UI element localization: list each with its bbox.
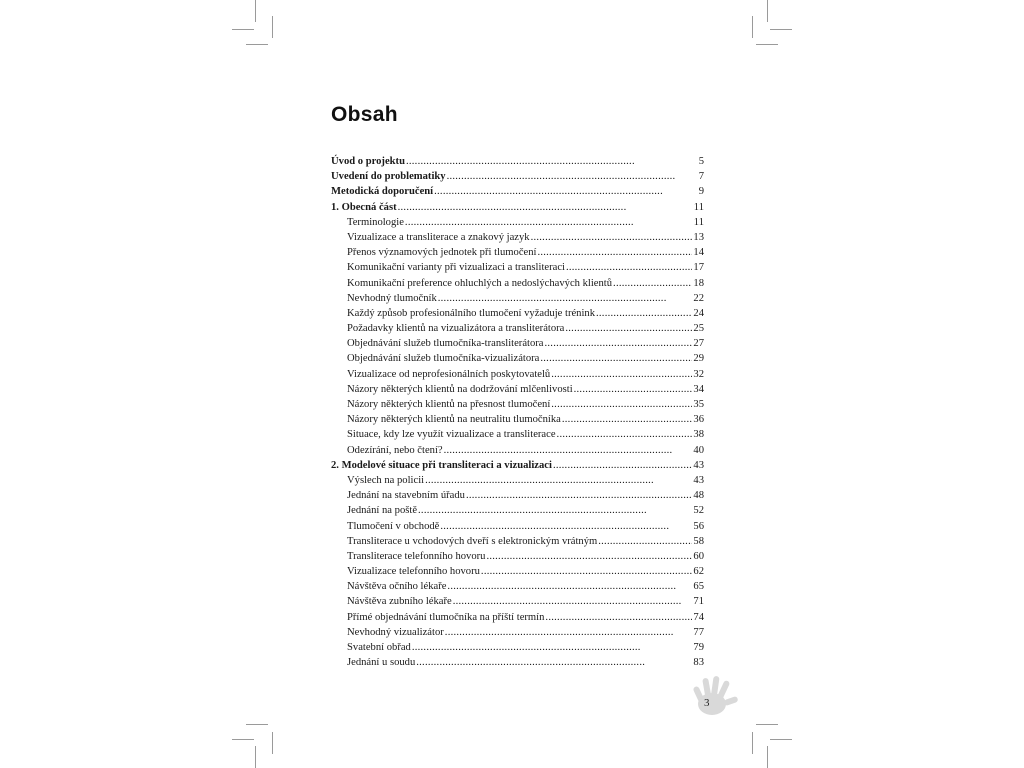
toc-entry-title: Tlumočení v obchodě xyxy=(347,520,440,532)
toc-entry xyxy=(331,276,704,291)
toc-entry-title: Návštěva zubního lékaře xyxy=(347,596,452,608)
crop-mark-top-right-horizontal xyxy=(770,29,792,30)
toc-entry-page: 27 xyxy=(693,338,704,350)
toc-entry-title: Vizualizace od neprofesionálních poskytovatelů xyxy=(347,368,551,380)
toc-leader-dots xyxy=(545,336,693,351)
crop-mark-top-left-vertical xyxy=(255,0,256,22)
toc-entry-page: 36 xyxy=(693,414,704,426)
toc-entry xyxy=(331,184,704,199)
toc-entry-page: 48 xyxy=(693,490,704,502)
toc-entry-page: 74 xyxy=(693,611,704,623)
toc-leader-dots xyxy=(440,519,692,534)
toc-entry-page: 24 xyxy=(693,307,704,319)
toc-entry-title: Přenos významových jednotek při tlumočení xyxy=(347,247,537,259)
crop-mark-bottom-left-vertical-inner xyxy=(272,732,273,754)
toc-entry-title: Úvod o projektu xyxy=(331,156,405,167)
toc-leader-dots xyxy=(486,549,692,564)
toc-entry-page: 32 xyxy=(693,368,704,380)
crop-mark-top-left-vertical-inner xyxy=(272,16,273,38)
toc-entry-title: Vizualizace a transliterace a znakový jazyk xyxy=(347,231,530,243)
toc-entry-title: Metodická doporučení xyxy=(331,186,434,198)
crop-mark-bottom-left-vertical xyxy=(255,746,256,768)
toc-entry-page: 60 xyxy=(693,550,704,562)
toc-entry-title: 1. Obecná část xyxy=(331,201,397,213)
toc-entry-title: Situace, kdy lze využít vizualizace a transliterace xyxy=(347,429,556,441)
toc-entry-title: Přímé objednávání tlumočníka na příští termín xyxy=(347,611,545,623)
toc-leader-dots xyxy=(405,215,693,230)
toc-entry-page: 56 xyxy=(693,520,704,532)
toc-entry-page: 52 xyxy=(693,505,704,517)
toc-entry xyxy=(331,260,704,275)
toc-leader-dots xyxy=(531,230,693,245)
toc-leader-dots xyxy=(416,655,692,670)
toc-leader-dots xyxy=(553,458,692,473)
toc-entry-title: Transliterace u vchodových dveří s elektronickým vrátným xyxy=(347,535,598,547)
toc-entry-page: 14 xyxy=(693,247,704,259)
toc-entry-page: 65 xyxy=(693,581,704,593)
toc-entry xyxy=(331,427,704,442)
toc-entry-title: Požadavky klientů na vizualizátora a transliterátora xyxy=(347,323,565,335)
toc-entry xyxy=(331,519,704,534)
toc-leader-dots xyxy=(598,534,692,549)
toc-entry-title: Transliterace telefonního hovoru xyxy=(347,550,486,562)
toc-leader-dots xyxy=(557,427,693,442)
toc-entry xyxy=(331,640,704,655)
crop-mark-bottom-left-horizontal-inner xyxy=(246,724,268,725)
toc-entry xyxy=(331,382,704,397)
toc-leader-dots xyxy=(438,291,693,306)
crop-mark-bottom-right-horizontal-inner xyxy=(756,724,778,725)
toc-entry-page: 22 xyxy=(693,292,704,304)
toc-leader-dots xyxy=(444,443,693,458)
toc-entry xyxy=(331,579,704,594)
crop-mark-bottom-right-vertical xyxy=(767,746,768,768)
toc-entry xyxy=(331,200,704,215)
toc-entry-page: 71 xyxy=(693,596,704,608)
toc-entry xyxy=(331,321,704,336)
toc-entry-page: 25 xyxy=(693,323,704,335)
toc-leader-dots xyxy=(406,154,698,169)
toc-entry-page: 43 xyxy=(693,459,704,471)
toc-entry xyxy=(331,291,704,306)
page-title: Obsah xyxy=(331,103,398,126)
toc-entry-title: Nevhodný vizualizátor xyxy=(347,626,444,638)
toc-entry-page: 11 xyxy=(693,201,704,213)
toc-entry-title: Návštěva očního lékaře xyxy=(347,581,447,593)
toc-entry xyxy=(331,594,704,609)
toc-leader-dots xyxy=(537,245,692,260)
toc-leader-dots xyxy=(412,640,693,655)
toc-entry-title: Objednávání služeb tlumočníka-vizualizátora xyxy=(347,353,540,365)
toc-leader-dots xyxy=(466,488,692,503)
toc-leader-dots xyxy=(540,351,692,366)
toc-entry-title: Jednání u soudu xyxy=(347,657,416,669)
toc-entry xyxy=(331,625,704,640)
toc-leader-dots xyxy=(565,321,692,336)
toc-leader-dots xyxy=(551,367,692,382)
toc-entry-page: 18 xyxy=(693,277,704,289)
toc-entry-title: Komunikační preference ohluchlých a nedoslýchavých klientů xyxy=(347,277,613,289)
toc-entry xyxy=(331,458,704,473)
toc-entry-page: 5 xyxy=(698,156,704,167)
toc-entry-title: Výslech na policii xyxy=(347,474,425,486)
toc-entry xyxy=(331,397,704,412)
toc-entry-page: 38 xyxy=(693,429,704,441)
crop-mark-top-left-horizontal-inner xyxy=(246,44,268,45)
toc-entry xyxy=(331,488,704,503)
toc-entry-title: Každý způsob profesionálního tlumočení vyžaduje trénink xyxy=(347,307,596,319)
toc-entry-title: Objednávání služeb tlumočníka-transliterátora xyxy=(347,338,544,350)
toc-entry-title: Názory některých klientů na neutralitu tlumočníka xyxy=(347,414,561,426)
toc-entry-page: 7 xyxy=(698,171,704,183)
toc-entry xyxy=(331,534,704,549)
toc-entry xyxy=(331,215,704,230)
toc-entry xyxy=(331,564,704,579)
toc-leader-dots xyxy=(574,382,693,397)
toc-entry-page: 40 xyxy=(693,444,704,456)
toc-leader-dots xyxy=(445,625,693,640)
toc-entry xyxy=(331,443,704,458)
toc-leader-dots xyxy=(453,594,693,609)
crop-mark-top-left-horizontal xyxy=(232,29,254,30)
toc-entry xyxy=(331,549,704,564)
toc-entry xyxy=(331,169,704,184)
toc-entry xyxy=(331,230,704,245)
toc-leader-dots xyxy=(551,397,692,412)
toc-entry-title: Uvedení do problematiky xyxy=(331,171,446,183)
toc-entry-page: 29 xyxy=(693,353,704,365)
toc-entry-page: 58 xyxy=(693,535,704,547)
crop-mark-top-right-vertical-inner xyxy=(752,16,753,38)
toc-entry-title: Jednání na poště xyxy=(347,505,418,517)
crop-mark-top-right-vertical xyxy=(767,0,768,22)
toc-entry xyxy=(331,367,704,382)
toc-entry-page: 35 xyxy=(693,399,704,410)
toc-leader-dots xyxy=(425,473,692,488)
toc-leader-dots xyxy=(545,610,692,625)
table-of-contents xyxy=(331,154,704,670)
toc-entry-title: Názory některých klientů na dodržování mlčenlivosti xyxy=(347,383,573,395)
toc-entry xyxy=(331,412,704,427)
crop-mark-bottom-right-horizontal xyxy=(770,739,792,740)
toc-entry-page: 83 xyxy=(693,657,704,669)
toc-entry-page: 62 xyxy=(693,566,704,578)
toc-leader-dots xyxy=(447,169,698,184)
toc-entry-title: 2. Modelové situace při transliteraci a vizualizaci xyxy=(331,459,552,471)
toc-entry xyxy=(331,503,704,518)
page-number: 3 xyxy=(704,697,710,709)
toc-entry-title: Terminologie xyxy=(347,216,404,228)
toc-entry-page: 79 xyxy=(693,642,704,653)
toc-leader-dots xyxy=(596,306,692,321)
toc-entry xyxy=(331,655,704,670)
toc-leader-dots xyxy=(562,412,693,427)
toc-leader-dots xyxy=(418,503,692,518)
toc-entry-title: Komunikační varianty při vizualizaci a transliteraci xyxy=(347,262,565,274)
toc-entry xyxy=(331,473,704,488)
toc-entry-page: 9 xyxy=(698,186,704,198)
toc-leader-dots xyxy=(447,579,692,594)
toc-entry-title: Nevhodný tlumočník xyxy=(347,292,437,304)
toc-leader-dots xyxy=(434,184,698,199)
toc-entry-title: Odezírání, nebo čtení? xyxy=(347,444,443,456)
toc-leader-dots xyxy=(566,260,692,275)
toc-entry-page: 17 xyxy=(693,262,704,274)
toc-entry xyxy=(331,336,704,351)
toc-leader-dots xyxy=(613,276,692,291)
toc-entry xyxy=(331,351,704,366)
hand-icon xyxy=(690,672,740,720)
toc-entry-page: 77 xyxy=(693,626,704,638)
toc-entry-page: 11 xyxy=(693,216,704,228)
crop-mark-bottom-right-vertical-inner xyxy=(752,732,753,754)
toc-entry xyxy=(331,245,704,260)
toc-leader-dots xyxy=(481,564,692,579)
toc-entry xyxy=(331,610,704,625)
toc-entry-page: 43 xyxy=(693,474,704,486)
toc-entry-title: Vizualizace telefonního hovoru xyxy=(347,566,480,578)
toc-entry-title: Názory některých klientů na přesnost tlumočení xyxy=(347,399,551,410)
toc-entry-page: 13 xyxy=(693,231,704,243)
toc-entry-page: 34 xyxy=(693,383,704,395)
toc-entry-title: Svatební obřad xyxy=(347,642,411,653)
toc-entry xyxy=(331,306,704,321)
crop-mark-bottom-left-horizontal xyxy=(232,739,254,740)
toc-entry xyxy=(331,154,704,169)
toc-leader-dots xyxy=(398,200,693,215)
toc-entry-title: Jednání na stavebním úřadu xyxy=(347,490,465,502)
crop-mark-top-right-horizontal-inner xyxy=(756,44,778,45)
